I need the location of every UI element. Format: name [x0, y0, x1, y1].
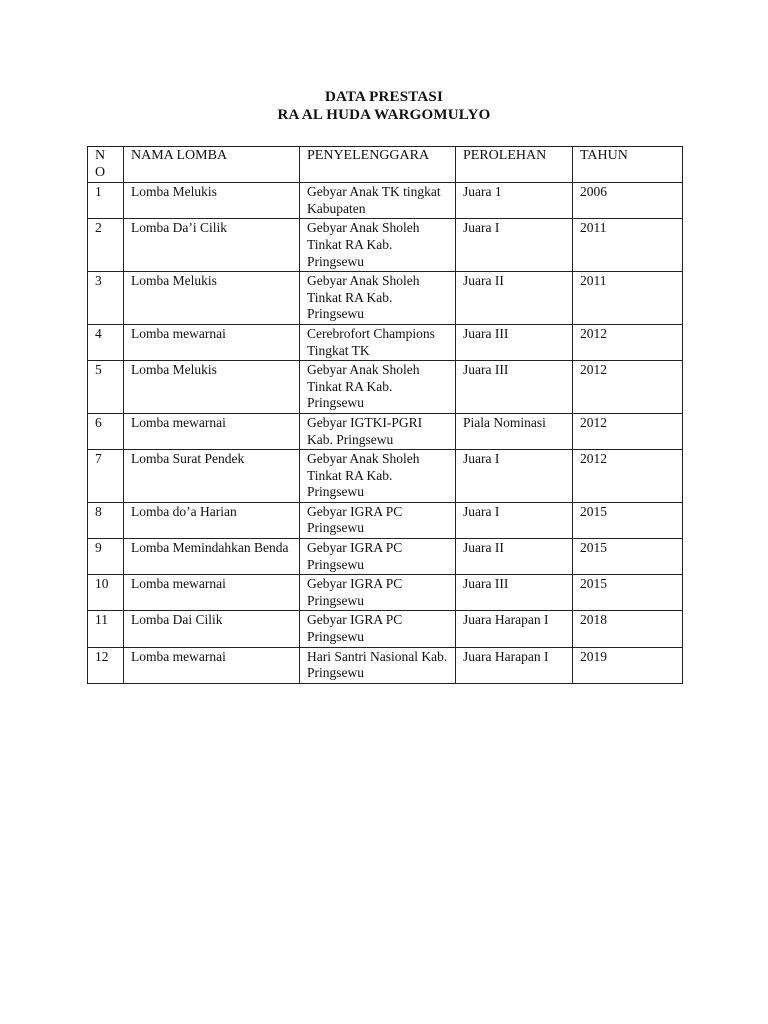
header-penyelenggara: PENYELENGGARA — [300, 147, 456, 183]
cell-penyelenggara: Cerebrofort Champions Tingkat TK — [300, 324, 456, 360]
table-row — [88, 502, 683, 538]
cell-no: 11 — [88, 611, 124, 647]
cell-perolehan: Juara Harapan I — [456, 647, 573, 683]
header-no: N O — [88, 147, 124, 183]
cell-nama-lomba: Lomba Melukis — [124, 183, 300, 219]
table-row — [88, 324, 683, 360]
cell-no: 9 — [88, 539, 124, 575]
cell-nama-lomba: Lomba Memindahkan Benda — [124, 539, 300, 575]
cell-penyelenggara: Gebyar Anak Sholeh Tinkat RA Kab. Pringsewu — [300, 272, 456, 325]
cell-no: 8 — [88, 502, 124, 538]
table-header-row — [88, 147, 683, 183]
document-title: DATA PRESTASI — [324, 89, 444, 105]
cell-perolehan: Juara I — [456, 502, 573, 538]
cell-perolehan: Juara III — [456, 361, 573, 414]
cell-penyelenggara: Gebyar Anak Sholeh Tinkat RA Kab. Pringsewu — [300, 361, 456, 414]
table-row — [88, 575, 683, 611]
cell-no: 12 — [88, 647, 124, 683]
cell-tahun: 2015 — [573, 502, 683, 538]
cell-tahun: 2011 — [573, 219, 683, 272]
cell-tahun: 2019 — [573, 647, 683, 683]
cell-tahun: 2011 — [573, 272, 683, 325]
cell-perolehan: Juara II — [456, 539, 573, 575]
cell-penyelenggara: Hari Santri Nasional Kab. Pringsewu — [300, 647, 456, 683]
table-row — [88, 272, 683, 325]
header-tahun: TAHUN — [573, 147, 683, 183]
cell-no: 6 — [88, 413, 124, 449]
cell-tahun: 2018 — [573, 611, 683, 647]
cell-nama-lomba: Lomba mewarnai — [124, 413, 300, 449]
cell-nama-lomba: Lomba mewarnai — [124, 324, 300, 360]
cell-perolehan: Piala Nominasi — [456, 413, 573, 449]
cell-penyelenggara: Gebyar IGTKI-PGRI Kab. Pringsewu — [300, 413, 456, 449]
cell-no: 5 — [88, 361, 124, 414]
cell-perolehan: Juara I — [456, 219, 573, 272]
cell-tahun: 2006 — [573, 183, 683, 219]
cell-perolehan: Juara III — [456, 324, 573, 360]
cell-penyelenggara: Gebyar IGRA PC Pringsewu — [300, 502, 456, 538]
table-row — [88, 219, 683, 272]
table-row — [88, 450, 683, 503]
cell-no: 3 — [88, 272, 124, 325]
cell-penyelenggara: Gebyar IGRA PC Pringsewu — [300, 575, 456, 611]
cell-tahun: 2012 — [573, 361, 683, 414]
cell-nama-lomba: Lomba do’a Harian — [124, 502, 300, 538]
cell-tahun: 2012 — [573, 450, 683, 503]
table-row — [88, 539, 683, 575]
cell-penyelenggara: Gebyar Anak TK tingkat Kabupaten — [300, 183, 456, 219]
cell-nama-lomba: Lomba Dai Cilik — [124, 611, 300, 647]
cell-no: 4 — [88, 324, 124, 360]
header-nama-lomba: NAMA LOMBA — [124, 147, 300, 183]
cell-perolehan: Juara II — [456, 272, 573, 325]
cell-perolehan: Juara I — [456, 450, 573, 503]
header-perolehan: PEROLEHAN — [456, 147, 573, 183]
cell-nama-lomba: Lomba Melukis — [124, 361, 300, 414]
table-row — [88, 361, 683, 414]
cell-nama-lomba: Lomba Melukis — [124, 272, 300, 325]
cell-perolehan: Juara Harapan I — [456, 611, 573, 647]
cell-nama-lomba: Lomba mewarnai — [124, 575, 300, 611]
cell-tahun: 2015 — [573, 575, 683, 611]
cell-nama-lomba: Lomba mewarnai — [124, 647, 300, 683]
table-row — [88, 413, 683, 449]
document-subtitle: RA AL HUDA WARGOMULYO — [277, 107, 491, 123]
cell-tahun: 2012 — [573, 413, 683, 449]
table-row — [88, 611, 683, 647]
cell-no: 2 — [88, 219, 124, 272]
cell-tahun: 2012 — [573, 324, 683, 360]
table-row — [88, 647, 683, 683]
cell-nama-lomba: Lomba Da’i Cilik — [124, 219, 300, 272]
cell-perolehan: Juara III — [456, 575, 573, 611]
cell-perolehan: Juara 1 — [456, 183, 573, 219]
cell-penyelenggara: Gebyar IGRA PC Pringsewu — [300, 539, 456, 575]
achievements-table — [87, 146, 683, 684]
cell-penyelenggara: Gebyar Anak Sholeh Tinkat RA Kab. Pringsewu — [300, 219, 456, 272]
cell-penyelenggara: Gebyar Anak Sholeh Tinkat RA Kab. Pringsewu — [300, 450, 456, 503]
cell-tahun: 2015 — [573, 539, 683, 575]
cell-no: 7 — [88, 450, 124, 503]
cell-penyelenggara: Gebyar IGRA PC Pringsewu — [300, 611, 456, 647]
cell-no: 1 — [88, 183, 124, 219]
cell-no: 10 — [88, 575, 124, 611]
table-row — [88, 183, 683, 219]
cell-nama-lomba: Lomba Surat Pendek — [124, 450, 300, 503]
